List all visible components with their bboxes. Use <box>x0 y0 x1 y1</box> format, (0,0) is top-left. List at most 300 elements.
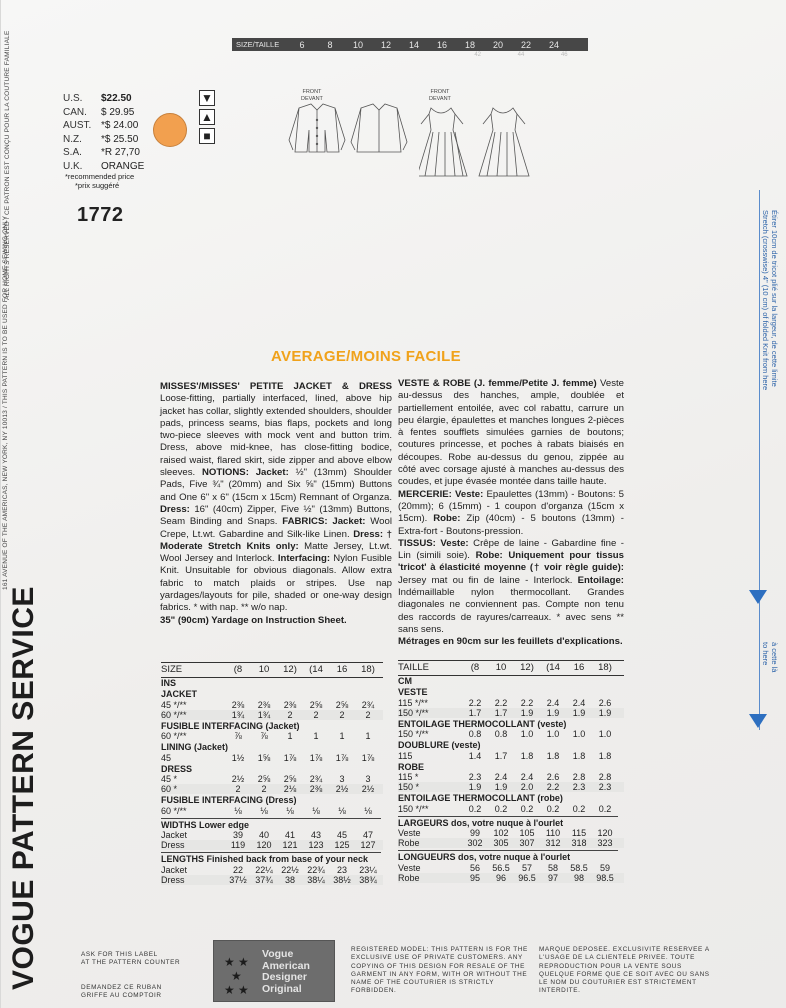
table-cell: 1 <box>339 731 345 742</box>
size-bar-size: 12 <box>380 39 391 50</box>
table-row <box>398 838 624 848</box>
footer-dem-line: GRIFFE AU COMPTOIR <box>81 992 162 1000</box>
price-country: S.A. <box>63 147 82 158</box>
table-cell: 1.7 <box>468 707 482 718</box>
table-row <box>398 772 624 782</box>
table-cell: 3 <box>339 774 345 785</box>
table-cell: 2.2 <box>494 697 508 708</box>
desc-body: Loose-fitting, partially interfaced, lined, above hip jacket has collar, slightly extended shoulders, shoulder pads, princess seams, bias flaps, pockets and long two-piece sleeves with mock vent and button trim. Dress, above mid-knee, has close-fitting bodice, raised waist, flared skirt, side zipper and above elbow sleeves. <box>160 393 392 479</box>
price-value: ORANGE <box>101 160 145 172</box>
mercerie-robe: Zip (40cm) - 5 boutons (13mm) - Extra-fort - Boutons-pression. <box>398 513 624 537</box>
table-cell: 318 <box>571 838 587 849</box>
price-note: *recommended price <box>65 172 135 181</box>
table-row-label: 60 */** <box>161 731 187 742</box>
table-row <box>398 828 624 838</box>
notions-dress: 16" (40cm) Zipper, Five ½" (13mm) Buttons, Seam Binding and Snaps. <box>160 503 392 528</box>
fabrics-jacket: Wool Crepe, Lt.wt. Gabardine and Silk-like Linen. <box>160 516 392 540</box>
table-cell: ⅞ <box>234 731 242 742</box>
table-row-label: 45 * <box>161 774 178 785</box>
entoilage: Indémaillable nylon thermocollant. Grandes diagonales ne conviennent pas. Compte non tenu des raccords de rayures/carreaux. * avec sens ** sans sens. <box>398 587 624 635</box>
table-row-label: 45 <box>161 752 172 763</box>
table-header-size: 12) <box>520 662 534 673</box>
table-cell: 43 <box>310 830 321 841</box>
table-cell: 3 <box>365 774 371 785</box>
table-cell: 2⅜ <box>283 699 297 710</box>
table-header-size: 18) <box>361 664 375 675</box>
table-cell: 1⅝ <box>257 752 271 763</box>
table-section-title: JACKET <box>161 689 198 700</box>
table-cell: 1¾ <box>231 709 245 720</box>
table-cell: 1.0 <box>546 729 560 740</box>
yardage-table-english <box>161 662 383 885</box>
star-icon: ★ <box>224 983 235 997</box>
table-row <box>398 863 624 873</box>
size-bar-size: 8 <box>327 39 333 50</box>
price-country: N.Z. <box>63 133 82 145</box>
orange-dot-icon <box>153 113 187 147</box>
star-icon: ★ <box>231 969 242 983</box>
table-section-title: DOUBLURE (veste) <box>398 740 481 751</box>
spine-line-1: 161 AVENUE OF THE AMERICAS, NEW YORK, NY 10013 / THIS PATTERN IS TO BE USED FOR HOME SEWING ONLY <box>2 215 9 590</box>
table-row <box>161 731 383 741</box>
size-bar-size: 22 <box>520 39 531 50</box>
footer-dem-line: DEMANDEZ CE RUBAN <box>81 984 162 991</box>
table-header-label: SIZE <box>161 664 183 675</box>
table-cell: 2.8 <box>598 772 612 783</box>
table-cell: 1½ <box>231 752 245 763</box>
size-bar-label: SIZE/TAILLE <box>236 40 280 49</box>
table-cell: 38¾ <box>359 874 377 885</box>
table-cell: 45 <box>336 830 347 841</box>
table-row <box>398 751 624 761</box>
table-cell: 0.2 <box>572 803 586 814</box>
table-cell: 305 <box>493 838 509 849</box>
table-section-title: FUSIBLE INTERFACING (Jacket) <box>161 721 300 732</box>
table-cell: ⅛ <box>364 805 372 816</box>
table-cell: 98.5 <box>596 872 614 883</box>
triangle-down-icon: ▼ <box>199 90 215 106</box>
star-icon: ★ <box>238 955 249 969</box>
dress-sketch-icon <box>419 100 531 180</box>
tissus-veste: Crêpe de laine - Gabardine fine - Lin (simili soie). <box>398 537 625 562</box>
fabrics-jacket-label: Jacket: <box>332 516 366 528</box>
table-cell: 2.3 <box>598 782 612 793</box>
table-cell: 38 <box>284 874 295 885</box>
table-cell: 37¾ <box>255 874 273 885</box>
table-section-title: DRESS <box>161 763 193 774</box>
table-cell: 2¾ <box>361 699 375 710</box>
table-cell: 97 <box>547 872 558 883</box>
table-cell: 2 <box>287 709 293 720</box>
table-cell: 1.9 <box>572 707 586 718</box>
price-country: AUST. <box>63 120 92 131</box>
table-cell: 2.2 <box>520 697 534 708</box>
table-cell: ⅛ <box>260 805 268 816</box>
metrages-note: Métrages en 90cm sur les feuillets d'explications. <box>398 636 623 648</box>
table-cell: ⅞ <box>260 731 268 742</box>
table-cell: 2 <box>313 709 319 720</box>
square-icon: ■ <box>199 128 215 144</box>
widths-title: LARGEURS dos, votre nuque à l'ourlet <box>398 816 618 828</box>
fabrics-dress: Matte Jersey, Lt.wt. Wool Jersey and Interlock. <box>160 540 392 565</box>
stretch-guide-text-fr: Étirer 10cm de tricot plié sur la largeur, de cette limite <box>770 210 779 387</box>
table-row-label: 60 * <box>161 784 178 795</box>
table-cell: 125 <box>334 840 350 851</box>
table-cell: 1¾ <box>257 709 271 720</box>
tissus-robe-label: Robe: Uniquement pour tissus 'tricot' à élasticité moyenne († voir règle guide): <box>398 550 624 574</box>
table-cell: 1.9 <box>494 782 508 793</box>
table-row-label: Dress <box>161 874 185 885</box>
price-note: *prix suggéré <box>75 180 120 190</box>
table-row-label: 150 */** <box>398 729 429 740</box>
size-bar-size: 24 <box>548 39 559 50</box>
table-row-label: Jacket <box>161 830 188 841</box>
table-row-label: 60 */** <box>161 805 187 816</box>
table-cell: 105 <box>519 828 535 839</box>
table-header-size: 10 <box>258 664 270 675</box>
table-section-title: INS <box>161 678 177 689</box>
footer-demandez <box>81 984 162 1001</box>
table-section-title: LINING (Jacket) <box>161 742 229 753</box>
table-row-label: Robe <box>398 872 420 883</box>
table-cell: 2¾ <box>309 774 323 785</box>
table-row <box>161 840 383 850</box>
layout-symbols <box>199 90 217 147</box>
interfacing: Nylon Fusible Knit. Unsuitable for obvious diagonals. Allow extra fabric to match plaids or stripes. Use nap yardages/layouts for pile, shaded or one-way design fabrics. * with nap. ** w/o nap. <box>160 553 392 614</box>
table-cell: 2½ <box>231 774 245 785</box>
table-cell: 1.8 <box>546 750 560 761</box>
table-row <box>161 865 383 875</box>
table-cell: 1 <box>313 731 319 742</box>
table-row-label: Jacket <box>161 864 188 875</box>
table-cell: 2 <box>365 709 371 720</box>
notions-dress-label: Dress: <box>160 503 190 515</box>
table-cell: 0.2 <box>520 803 534 814</box>
table-row-label: Dress <box>161 840 185 851</box>
difficulty-heading: AVERAGE/MOINS FACILE <box>271 348 461 365</box>
table-row-label: 150 */** <box>398 803 429 814</box>
table-row <box>398 729 624 739</box>
price-value: $ 29.95 <box>101 106 135 118</box>
table-header <box>398 660 624 676</box>
jacket-sketch-icon <box>285 100 415 160</box>
table-section-title: VESTE <box>398 687 428 698</box>
table-cell: ⅛ <box>286 805 294 816</box>
footer-ask <box>81 951 180 968</box>
stretch-guide-line <box>759 190 760 730</box>
table-cell: 95 <box>469 872 480 883</box>
table-cell: 57 <box>521 862 532 873</box>
table-header-size: 16 <box>573 662 585 673</box>
table-row <box>161 700 383 710</box>
table-cell: 115 <box>571 828 587 839</box>
table-cell: 2⅝ <box>309 699 323 710</box>
table-cell: 2.2 <box>468 697 482 708</box>
description-english <box>160 381 392 627</box>
size-bar-size: 6 <box>299 39 305 50</box>
table-cell: 323 <box>597 838 613 849</box>
footer-ask-line: ASK FOR THIS LABEL <box>81 951 158 958</box>
table-header <box>161 662 383 678</box>
mercerie-label: MERCERIE: Veste: <box>398 488 484 500</box>
size-bar-sub <box>456 52 586 60</box>
widths-title: WIDTHS Lower edge <box>161 818 381 830</box>
table-header-size: (14 <box>546 662 560 673</box>
table-cell: 1.7 <box>494 707 508 718</box>
table-row-label: Veste <box>398 862 421 873</box>
table-row <box>398 782 624 792</box>
table-row-label: Robe <box>398 838 420 849</box>
table-cell: ⅛ <box>312 805 320 816</box>
notions-jacket: ½" (13mm) Shoulder Pads, Five ¾" (20mm) and Six ⅝" (15mm) Buttons and One 6" x 6" (15cm x 15cm) Remnant of Organza. <box>160 467 393 503</box>
table-cell: 2.6 <box>598 697 612 708</box>
table-row <box>161 710 383 720</box>
table-cell: 2 <box>235 784 241 795</box>
stretch-guide-end-fr: à cette là <box>770 642 779 673</box>
table-header-size: (8 <box>233 664 243 675</box>
table-cell: 2.4 <box>520 772 534 783</box>
table-cell: 39 <box>232 830 243 841</box>
stretch-arrow-icon <box>749 714 767 728</box>
notions-label: NOTIONS: <box>202 467 249 479</box>
table-cell: 1⅞ <box>309 752 323 763</box>
table-row <box>161 784 383 794</box>
table-cell: 0.2 <box>494 803 508 814</box>
table-cell: 40 <box>258 830 269 841</box>
table-row <box>161 753 383 763</box>
table-cell: 1.9 <box>598 707 612 718</box>
table-cell: 22¾ <box>307 864 325 875</box>
table-cell: 2⅝ <box>257 774 271 785</box>
price-value: *R 27,70 <box>101 147 140 158</box>
table-cell: 2⅝ <box>283 774 297 785</box>
price-value: $22.50 <box>101 93 132 104</box>
size-bar-sub-size: 46 <box>560 52 568 58</box>
table-cell: 2.8 <box>572 772 586 783</box>
table-cell: 1.9 <box>546 707 560 718</box>
table-row-label: 45 */** <box>161 699 187 710</box>
price-country: U.S. <box>63 93 83 104</box>
table-cell: 98 <box>573 872 584 883</box>
table-cell: 2.0 <box>520 782 534 793</box>
table-cell: 2.3 <box>572 782 586 793</box>
table-cell: 1.0 <box>572 729 586 740</box>
price-row <box>63 119 144 133</box>
description-french <box>398 378 624 649</box>
table-header-size: (14 <box>309 664 323 675</box>
table-body <box>161 678 383 885</box>
registered-model-fr: MARQUE DEPOSEE. EXCLUSIVITE RESERVEE A L'USAGE DE LA CLIENTELE PRIVEE. TOUTE REPRODUCTION POUR LA VENTE SOUS QUELQUE FORME QUE CE SOIT AVEC OU SANS LE NOM DU COUTURIER EST STRICTEMENT INTERDITE. <box>539 946 710 995</box>
table-cell: 58.5 <box>570 862 588 873</box>
table-cell: 2⅜ <box>257 699 271 710</box>
table-section-title: ENTOILAGE THERMOCOLLANT (robe) <box>398 793 563 804</box>
table-cell: 302 <box>467 838 483 849</box>
price-row <box>63 160 144 174</box>
size-bar-size: 18 <box>464 39 475 50</box>
table-cell: 47 <box>362 830 373 841</box>
table-cell: 41 <box>284 830 295 841</box>
table-cell: 2⅛ <box>283 784 297 795</box>
table-cell: 2⅜ <box>231 699 245 710</box>
table-cell: 22 <box>232 864 243 875</box>
table-cell: 127 <box>360 840 376 851</box>
table-cell: 2.6 <box>546 772 560 783</box>
table-cell: 56.5 <box>492 862 510 873</box>
size-bar-size: 10 <box>352 39 363 50</box>
table-row-label: 60 */** <box>161 709 187 720</box>
table-cell: 120 <box>256 840 272 851</box>
footer-ask-line: AT THE PATTERN COUNTER <box>81 959 181 967</box>
table-cell: 2 <box>339 709 345 720</box>
price-list <box>63 92 144 190</box>
table-header-size: 12) <box>283 664 297 675</box>
table-cell: 59 <box>599 862 610 873</box>
pattern-number: 1772 <box>77 204 124 226</box>
table-cell: 110 <box>545 828 561 839</box>
fabrics-label: FABRICS: <box>282 516 328 528</box>
table-body <box>398 676 624 883</box>
entoilage-label: Entoilage: <box>577 574 624 586</box>
size-bar-sub-size: 42 <box>474 52 481 58</box>
table-cell: 1.9 <box>520 707 534 718</box>
table-cell: 1.9 <box>468 782 482 793</box>
table-header-size: (8 <box>470 662 480 673</box>
table-cell: 99 <box>469 828 480 839</box>
interfacing-label: Interfacing: <box>277 553 331 565</box>
registered-model-en: REGISTERED MODEL: THIS PATTERN IS FOR THE EXCLUSIVE USE OF PRIVATE CUSTOMERS. ANY COPYING OF THIS DESIGN FOR RESALE OF THE GARMENT IN ANY FORM, WITH OR WITHOUT THE NAME OF THE COUTURIER IS STRICTLY FORBIDDEN. <box>351 946 528 995</box>
table-row <box>398 804 624 814</box>
table-cell: 2.2 <box>546 782 560 793</box>
table-cell: 38¼ <box>307 874 325 885</box>
yardage-note: 35" (90cm) Yardage on Instruction Sheet. <box>160 614 347 626</box>
table-cell: 2½ <box>361 784 375 795</box>
table-cell: 1.0 <box>598 729 612 740</box>
table-cell: 96 <box>495 872 506 883</box>
price-value: *$ 25.50 <box>101 133 139 145</box>
table-cell: 102 <box>493 828 509 839</box>
yardage-table-french <box>398 660 624 883</box>
table-section-title: FUSIBLE INTERFACING (Dress) <box>161 795 297 806</box>
table-cell: 0.8 <box>494 729 508 740</box>
table-header-label: TAILLE <box>398 662 429 673</box>
table-section-title: ENTOILAGE THERMOCOLLANT (veste) <box>398 719 567 730</box>
size-bar-sub-size: 44 <box>517 52 525 58</box>
desc-title: MISSES'/MISSES' PETITE JACKET & DRESS <box>160 381 392 392</box>
table-row <box>161 830 383 840</box>
table-cell: 1⅞ <box>283 752 297 763</box>
table-cell: ⅛ <box>234 805 242 816</box>
table-cell: 2 <box>261 784 267 795</box>
lengths-title: LONGUEURS dos, votre nuque à l'ourlet <box>398 850 618 862</box>
table-cell: 23¼ <box>359 864 377 875</box>
desc-title-fr: VESTE & ROBE (J. femme/Petite J. femme) <box>398 378 597 389</box>
table-cell: 1.0 <box>520 729 534 740</box>
table-cell: 1 <box>365 731 371 742</box>
table-cell: 307 <box>519 838 535 849</box>
table-row <box>161 806 383 816</box>
table-cell: 1 <box>287 731 293 742</box>
table-row-label: 115 */** <box>398 697 428 708</box>
size-bar-size: 14 <box>408 39 419 50</box>
table-cell: 2⅜ <box>309 784 323 795</box>
mercerie-veste: Epaulettes (13mm) - Boutons: 5 (20mm); 6 (15mm) - 1 coupon d'organza (15cm x 15cm). <box>398 488 624 525</box>
table-cell: 1.7 <box>494 750 508 761</box>
table-cell: 119 <box>230 840 246 851</box>
table-cell: 2.4 <box>572 697 586 708</box>
table-cell: 0.2 <box>598 803 612 814</box>
mercerie-robe-label: Robe: <box>433 513 461 525</box>
price-country: U.K. <box>63 160 83 172</box>
table-cell: ⅛ <box>338 805 346 816</box>
desc-body-fr: Veste au-dessus des hanches, ample, doublée et partiellement entoilée, avec col rabattu, carrure un peu élargie, épaulettes et manches longues 2-pièces à fentes soufflets simulées garnies de boutons; coutures princesse, et poches à rabats biaisés en découpes. Robe au-dessus du genou, zippée au côté avec corsage ajusté à manches au-dessus des coudes, et jupe évasée montée dans taille haute. <box>398 378 624 488</box>
tissus-robe: Jersey mat ou fin de laine - Interlock. <box>398 574 573 586</box>
table-cell: 22¼ <box>255 864 273 875</box>
table-cell: 23 <box>336 864 347 875</box>
table-row-label: 150 */** <box>398 707 429 718</box>
fabrics-dress-label: Dress: † Moderate Stretch Knits only: <box>160 528 392 552</box>
size-bar-size: 20 <box>492 39 503 50</box>
table-cell: 1.4 <box>468 750 482 761</box>
table-cell: 56 <box>469 862 480 873</box>
table-header-size: 10 <box>495 662 507 673</box>
price-value: *$ 24.00 <box>101 120 139 131</box>
table-row-label: 115 * <box>398 772 419 783</box>
table-row <box>398 873 624 883</box>
table-cell: 1⅞ <box>361 752 375 763</box>
size-bar <box>232 38 588 51</box>
table-header-size: 16 <box>336 664 348 675</box>
tissus-label: TISSUS: Veste: <box>398 537 469 549</box>
table-cell: 1.8 <box>598 750 612 761</box>
table-row-label: 150 * <box>398 782 420 793</box>
star-icon: ★ <box>238 983 249 997</box>
table-cell: 2⅝ <box>335 699 349 710</box>
star-icon: ★ <box>224 955 235 969</box>
spine-line-2: ALL RIGHTS RESERVED / CE PATRON EST CONÇU POUR LA COUTURE FAMILIALE <box>4 30 11 300</box>
lengths-title: LENGTHS Finished back from base of your neck <box>161 852 381 864</box>
vogue-american-designer-logo <box>213 940 335 1002</box>
sketch-label-jacket: FRONT DEVANT <box>301 89 323 102</box>
stretch-guide-text-en: Stretch (crosswise) 4" (10 cm) of folded Knit from here <box>761 210 770 391</box>
table-cell: 22½ <box>281 864 299 875</box>
table-row-label: 115 <box>398 750 413 761</box>
table-cell: 1.8 <box>572 750 586 761</box>
spine-title: VOGUE PATTERN SERVICE <box>7 586 40 990</box>
table-cell: 37½ <box>229 874 247 885</box>
table-cell: 2.4 <box>494 772 508 783</box>
table-header-size: 18) <box>598 662 612 673</box>
table-cell: 38½ <box>333 874 351 885</box>
size-bar-size: 16 <box>436 39 447 50</box>
table-row <box>161 774 383 784</box>
table-cell: 120 <box>597 828 613 839</box>
stretch-arrow-icon <box>749 590 767 604</box>
table-section-title: CM <box>398 676 412 687</box>
table-cell: 1⅞ <box>335 752 349 763</box>
table-row <box>398 708 624 718</box>
table-cell: 2½ <box>335 784 349 795</box>
table-cell: 312 <box>545 838 561 849</box>
table-cell: 121 <box>282 840 298 851</box>
triangle-up-icon: ▲ <box>199 109 215 125</box>
table-cell: 2.3 <box>468 772 482 783</box>
table-cell: 0.2 <box>546 803 560 814</box>
table-cell: 2.4 <box>546 697 560 708</box>
sketch-label-dress: FRONT DEVANT <box>429 89 451 102</box>
price-row <box>63 146 144 160</box>
price-row <box>63 133 144 147</box>
table-section-title: ROBE <box>398 761 425 772</box>
